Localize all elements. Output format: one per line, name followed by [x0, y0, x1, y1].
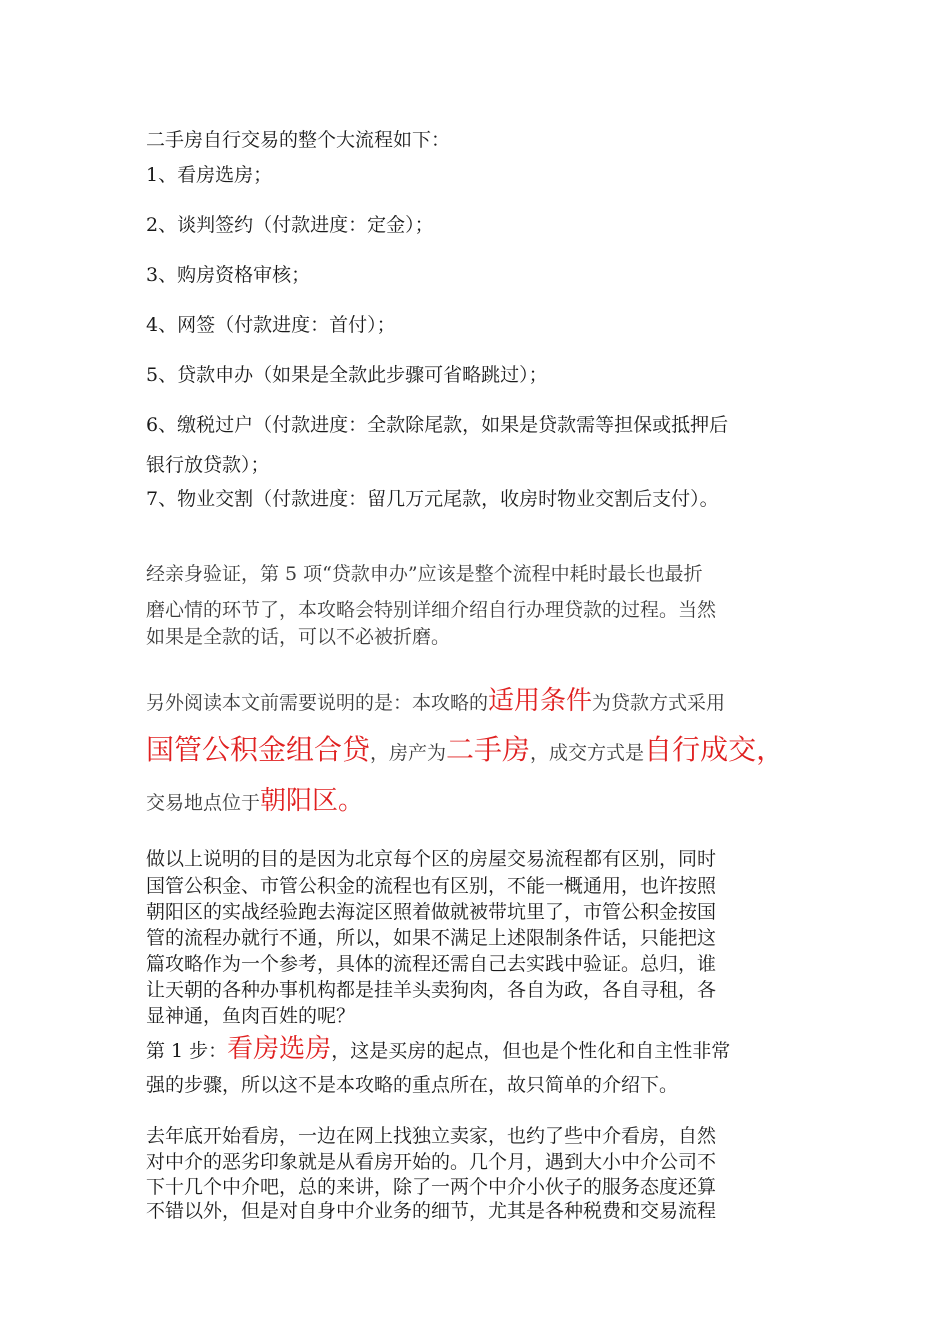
conditions-text: 为贷款方式采用: [592, 692, 726, 714]
conditions-line-2: [146, 733, 785, 766]
para1-line-1: 经亲身验证，第 5 项“贷款申办”应该是整个流程中耗时最长也最折: [146, 563, 703, 585]
conditions-text: 交易地点位于: [146, 792, 261, 814]
step1-line-2: 强的步骤，所以这不是本攻略的重点所在，故只简单的介绍下。: [146, 1074, 679, 1096]
para3-line-4: 不错以外，但是对自身中介业务的细节，尤其是各种税费和交易流程: [146, 1200, 717, 1222]
highlight-transaction-method: 自行成交: [644, 733, 757, 766]
highlight-loan-type: 国管公积金组合贷: [146, 733, 371, 766]
para1-line-3: 如果是全款的话，可以不必被折磨。: [146, 626, 451, 648]
conditions-text: 另外阅读本文前需要说明的是：本攻略的: [146, 692, 489, 714]
conditions-line-1: [146, 688, 725, 714]
para2-line-7: 显神通，鱼肉百姓的呢？: [146, 1005, 356, 1027]
step1-line-1: [146, 1036, 730, 1062]
para1-line-2: 磨心情的环节了，本攻略会特别详细介绍自行办理贷款的过程。当然: [146, 599, 717, 621]
step1-label: 第 1 步：: [146, 1040, 228, 1062]
para3-line-3: 下十几个中介吧，总的来讲，除了一两个中介小伙子的服务态度还算: [146, 1176, 717, 1198]
step-item-4: 4、网签（付款进度：首付）；: [146, 314, 396, 336]
step-item-7: 7、物业交割（付款进度：留几万元尾款，收房时物业交割后支付）。: [146, 488, 719, 510]
step-item-1: 1、看房选房；: [146, 164, 273, 186]
step-item-2: 2、谈判签约（付款进度：定金）；: [146, 214, 434, 236]
step1-text: ，这是买房的起点，但也是个性化和自主性非常: [331, 1040, 731, 1062]
highlight-district: 朝阳区。: [260, 786, 365, 816]
conditions-comma: ，: [756, 733, 785, 766]
conditions-line-3: [146, 788, 364, 814]
step-item-6: 6、缴税过户（付款进度：全款除尾款，如果是贷款需等担保或抵押后: [146, 414, 729, 436]
highlight-property-type: 二手房: [446, 733, 531, 766]
para3-line-2: 对中介的恶劣印象就是从看房开始的。几个月，遇到大小中介公司不: [146, 1151, 717, 1173]
step-item-3: 3、购房资格审核；: [146, 264, 311, 286]
para3-line-1: 去年底开始看房，一边在网上找独立卖家，也约了些中介看房，自然: [146, 1125, 717, 1147]
para2-line-4: 管的流程办就行不通，所以，如果不满足上述限制条件话，只能把这: [146, 927, 717, 949]
intro-line: 二手房自行交易的整个大流程如下：: [146, 129, 451, 151]
conditions-text: ，房产为: [370, 742, 447, 764]
step-item-6-cont: 银行放贷款）；: [146, 454, 270, 476]
para2-line-5: 篇攻略作为一个参考，具体的流程还需自己去实践中验证。总归，谁: [146, 953, 717, 975]
para2-line-1: 做以上说明的目的是因为北京每个区的房屋交易流程都有区别，同时: [146, 848, 717, 870]
para2-line-6: 让天朝的各种办事机构都是挂羊头卖狗肉，各自为政，各自寻租，各: [146, 979, 717, 1001]
para2-line-2: 国管公积金、市管公积金的流程也有区别，不能一概通用，也许按照: [146, 875, 717, 897]
step-item-5: 5、贷款申办（如果是全款此步骤可省略跳过）；: [146, 364, 548, 386]
para2-line-3: 朝阳区的实战经验跑去海淀区照着做就被带坑里了，市管公积金按国: [146, 901, 717, 923]
highlight-applicable-conditions: 适用条件: [488, 686, 593, 716]
conditions-text: ，成交方式是: [530, 742, 645, 764]
highlight-step1-title: 看房选房: [227, 1034, 332, 1064]
